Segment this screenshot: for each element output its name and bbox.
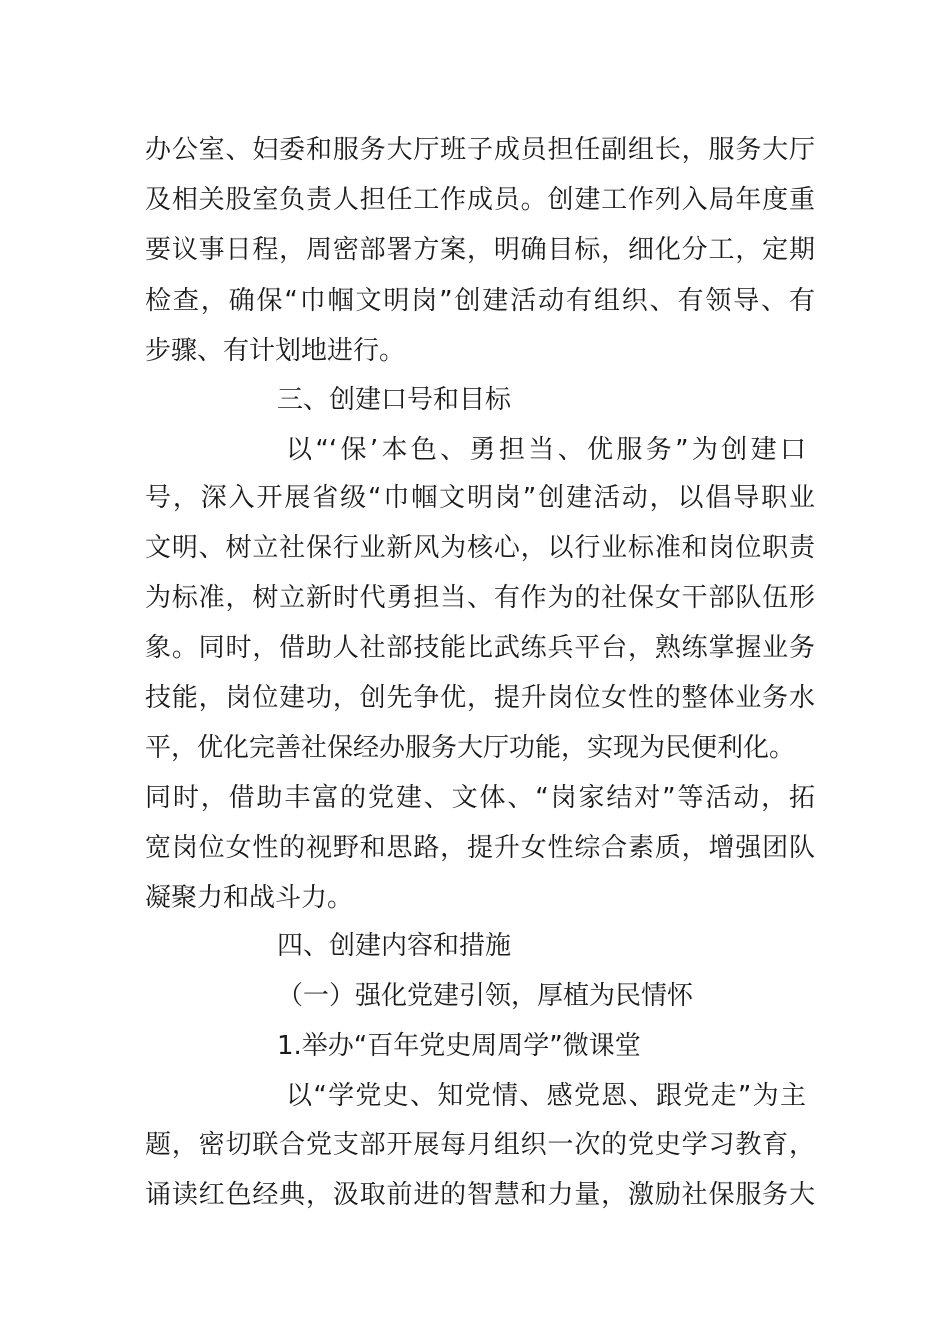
paragraph-line: 以“学党史、知党情、感党恩、跟党走”为主 xyxy=(286,1081,806,1111)
paragraph-line: 同时，借助丰富的党建、文体、“岗家结对”等活动，拓 xyxy=(145,783,815,813)
subsection-heading-1: （一）强化党建引领，厚植为民情怀 xyxy=(277,981,694,1011)
section-heading-3: 三、创建口号和目标 xyxy=(277,385,512,415)
paragraph-line: 及相关股室负责人担任工作成员。创建工作列入局年度重 xyxy=(145,185,815,215)
item-heading-1: 1.举办“百年党史周周学”微课堂 xyxy=(277,1031,641,1061)
paragraph-line: 象。同时，借助人社部技能比武练兵平台，熟练掌握业务 xyxy=(145,633,815,663)
paragraph-line: 凝聚力和战斗力。 xyxy=(145,883,354,913)
paragraph-line: 号，深入开展省级“巾帼文明岗”创建活动，以倡导职业 xyxy=(145,483,815,513)
paragraph-line: 以“‘保’本色、勇担当、优服务”为创建口 xyxy=(286,435,806,465)
paragraph-line: 宽岗位女性的视野和思路，提升女性综合素质，增强团队 xyxy=(145,833,815,863)
paragraph-line: 技能，岗位建功，创先争优，提升岗位女性的整体业务水 xyxy=(145,683,815,713)
paragraph-line: 题，密切联合党支部开展每月组织一次的党史学习教育， xyxy=(145,1130,815,1160)
paragraph-line: 诵读红色经典，汲取前进的智慧和力量，激励社保服务大 xyxy=(145,1180,815,1210)
paragraph-line: 检查，确保“巾帼文明岗”创建活动有组织、有领导、有 xyxy=(145,286,815,316)
paragraph-line: 要议事日程，周密部署方案，明确目标，细化分工，定期 xyxy=(145,235,815,265)
paragraph-line: 平，优化完善社保经办服务大厅功能，实现为民便利化。 xyxy=(145,733,796,763)
paragraph-line: 办公室、妇委和服务大厅班子成员担任副组长，服务大厅 xyxy=(145,135,815,165)
section-heading-4: 四、创建内容和措施 xyxy=(277,931,512,961)
paragraph-line: 为标准，树立新时代勇担当、有作为的社保女干部队伍形 xyxy=(145,583,815,613)
paragraph-line: 文明、树立社保行业新风为核心，以行业标准和岗位职责 xyxy=(145,533,815,563)
paragraph-line: 步骤、有计划地进行。 xyxy=(145,336,406,366)
